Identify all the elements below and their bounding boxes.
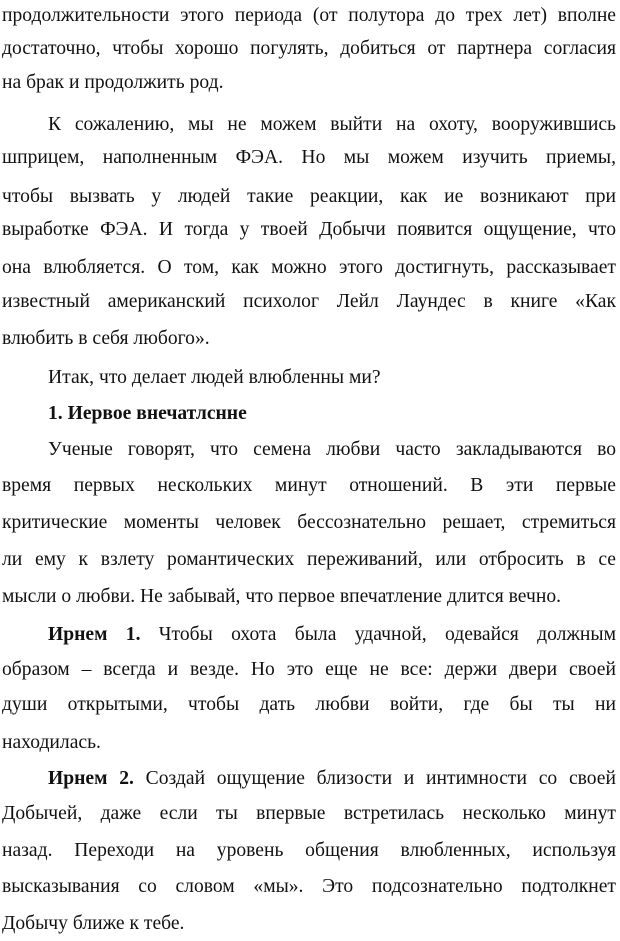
text-line: на брак и продолжить род. xyxy=(2,72,224,93)
text-line: выработке ФЭА. И тогда у твоей Добычи появится ощущение, что xyxy=(2,219,616,240)
text-line: ли ему к взлету романтических переживаний, или отбросить в се xyxy=(2,549,616,570)
text-line: высказывания со словом «мы». Это подсознательно подтолкнет xyxy=(2,876,616,897)
tip-label: Ирнем 1. xyxy=(48,624,141,645)
text-line: К сожалению, мы не можем выйти на охоту, вооружившись xyxy=(48,114,616,135)
text-line: Ученые говорят, что семена любви часто закладываются во xyxy=(48,439,616,460)
text-line: души открытыми, чтобы дать любви войти, где бы ты ни xyxy=(2,694,616,715)
text-line: Итак, что делает людей влюбленны ми? xyxy=(48,367,381,388)
text-line: Добычу ближе к тебе. xyxy=(2,913,185,934)
text-line: находилась. xyxy=(2,732,101,753)
text-line: образом – всегда и везде. Но это еще не все: держи двери своей xyxy=(2,659,616,680)
text-line: достаточно, чтобы хорошо погулять, добиться от партнера согласия xyxy=(2,38,616,59)
tip-label: Ирнем 2. xyxy=(48,768,134,789)
text-line: критические моменты человек бессознательно решает, стремиться xyxy=(2,512,616,533)
tip-text: Создай ощущение близости и интимности со своей xyxy=(133,768,616,789)
text-line: время первых нескольких минут отношений. В эти первые xyxy=(2,475,616,496)
text-line: мысли о любви. Не забывай, что первое впечатление длится вечно. xyxy=(2,586,562,607)
text-line: шприцем, наполненным ФЭА. Но мы можем изучить приемы, xyxy=(2,147,616,168)
tip-text: Чтобы охота была удачной, одевайся должным xyxy=(140,624,616,645)
text-line xyxy=(48,764,616,794)
section-heading: 1. Иервое внечатлснне xyxy=(48,403,247,424)
text-line: чтобы вызвать у людей такие реакции, как ие возникают при xyxy=(2,186,616,207)
text-line xyxy=(48,620,616,650)
text-line: известный американский психолог Лейл Лаундес в книге «Как xyxy=(2,291,616,312)
text-line: назад. Переходи на уровень общения влюбленных, используя xyxy=(2,840,616,861)
text-line: влюбить в себя любого». xyxy=(2,328,210,349)
text-line: продолжительности этого периода (от полутора до трех лет) вполне xyxy=(2,5,616,26)
text-line: она влюбляется. О том, как можно этого достигнуть, рассказывает xyxy=(2,257,616,278)
text-line: Добычей, даже если ты впервые встретилась несколько минут xyxy=(2,803,616,824)
